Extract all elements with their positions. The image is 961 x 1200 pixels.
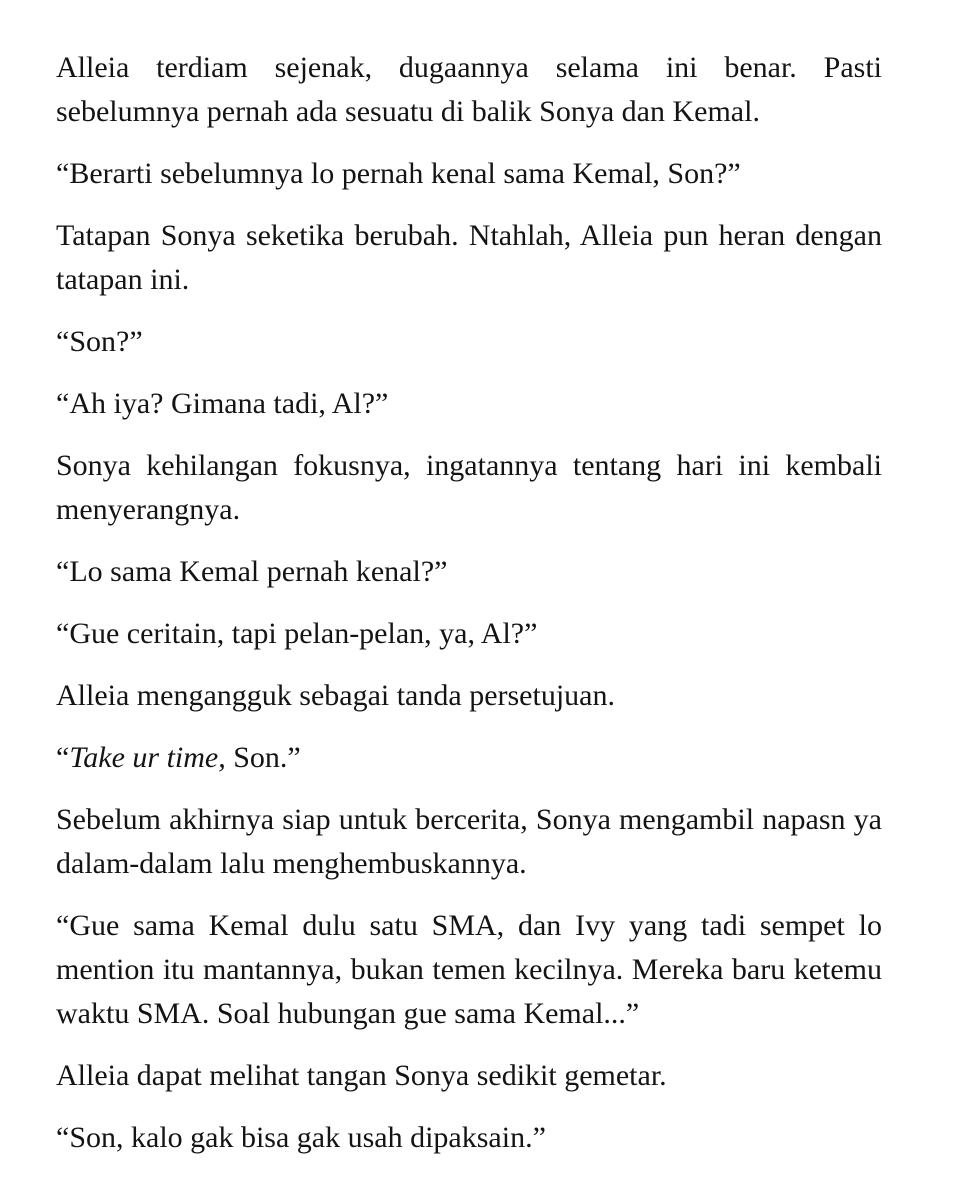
dialogue-rest: Son.” xyxy=(225,741,301,774)
paragraph: Alleia mengangguk sebagai tanda persetujuan. xyxy=(56,679,615,712)
dialogue-line: “Gue ceritain, tapi pelan-pelan, ya, Al?” xyxy=(56,617,538,650)
book-page xyxy=(56,46,882,1178)
italic-phrase: Take ur time, xyxy=(69,741,226,774)
dialogue-line: “Berarti sebelumnya lo pernah kenal sama Kemal, Son?” xyxy=(56,157,741,190)
paragraph: Tatapan Sonya seketika berubah. Ntahlah, Alleia pun heran dengan tatapan ini. xyxy=(56,219,882,296)
paragraph: Alleia dapat melihat tangan Sonya sedikit gemetar. xyxy=(56,1059,667,1092)
dialogue-line: “Ah iya? Gimana tadi, Al?” xyxy=(56,387,389,420)
dialogue-line: “Gue sama Kemal dulu satu SMA, dan Ivy yang tadi sempet lo mention itu mantannya, bukan temen kecilnya. Mereka baru ketemu waktu SMA. Soal hubungan gue sama Kemal...” xyxy=(56,909,882,1030)
dialogue-line: “Lo sama Kemal pernah kenal?” xyxy=(56,555,448,588)
dialogue-line xyxy=(56,736,882,780)
paragraph: Sonya kehilangan fokusnya, ingatannya tentang hari ini kembali menyerangnya. xyxy=(56,449,882,526)
open-quote: “ xyxy=(56,741,70,774)
dialogue-line: “Son?” xyxy=(56,325,143,358)
paragraph: Alleia terdiam sejenak, dugaannya selama ini benar. Pasti sebelumnya pernah ada sesuatu di balik Sonya dan Kemal. xyxy=(56,51,882,128)
dialogue-line: “Son, kalo gak bisa gak usah dipaksain.” xyxy=(56,1121,546,1154)
paragraph: Sebelum akhirnya siap untuk bercerita, Sonya mengambil napasn ya dalam-dalam lalu menghembuskannya. xyxy=(56,803,882,880)
